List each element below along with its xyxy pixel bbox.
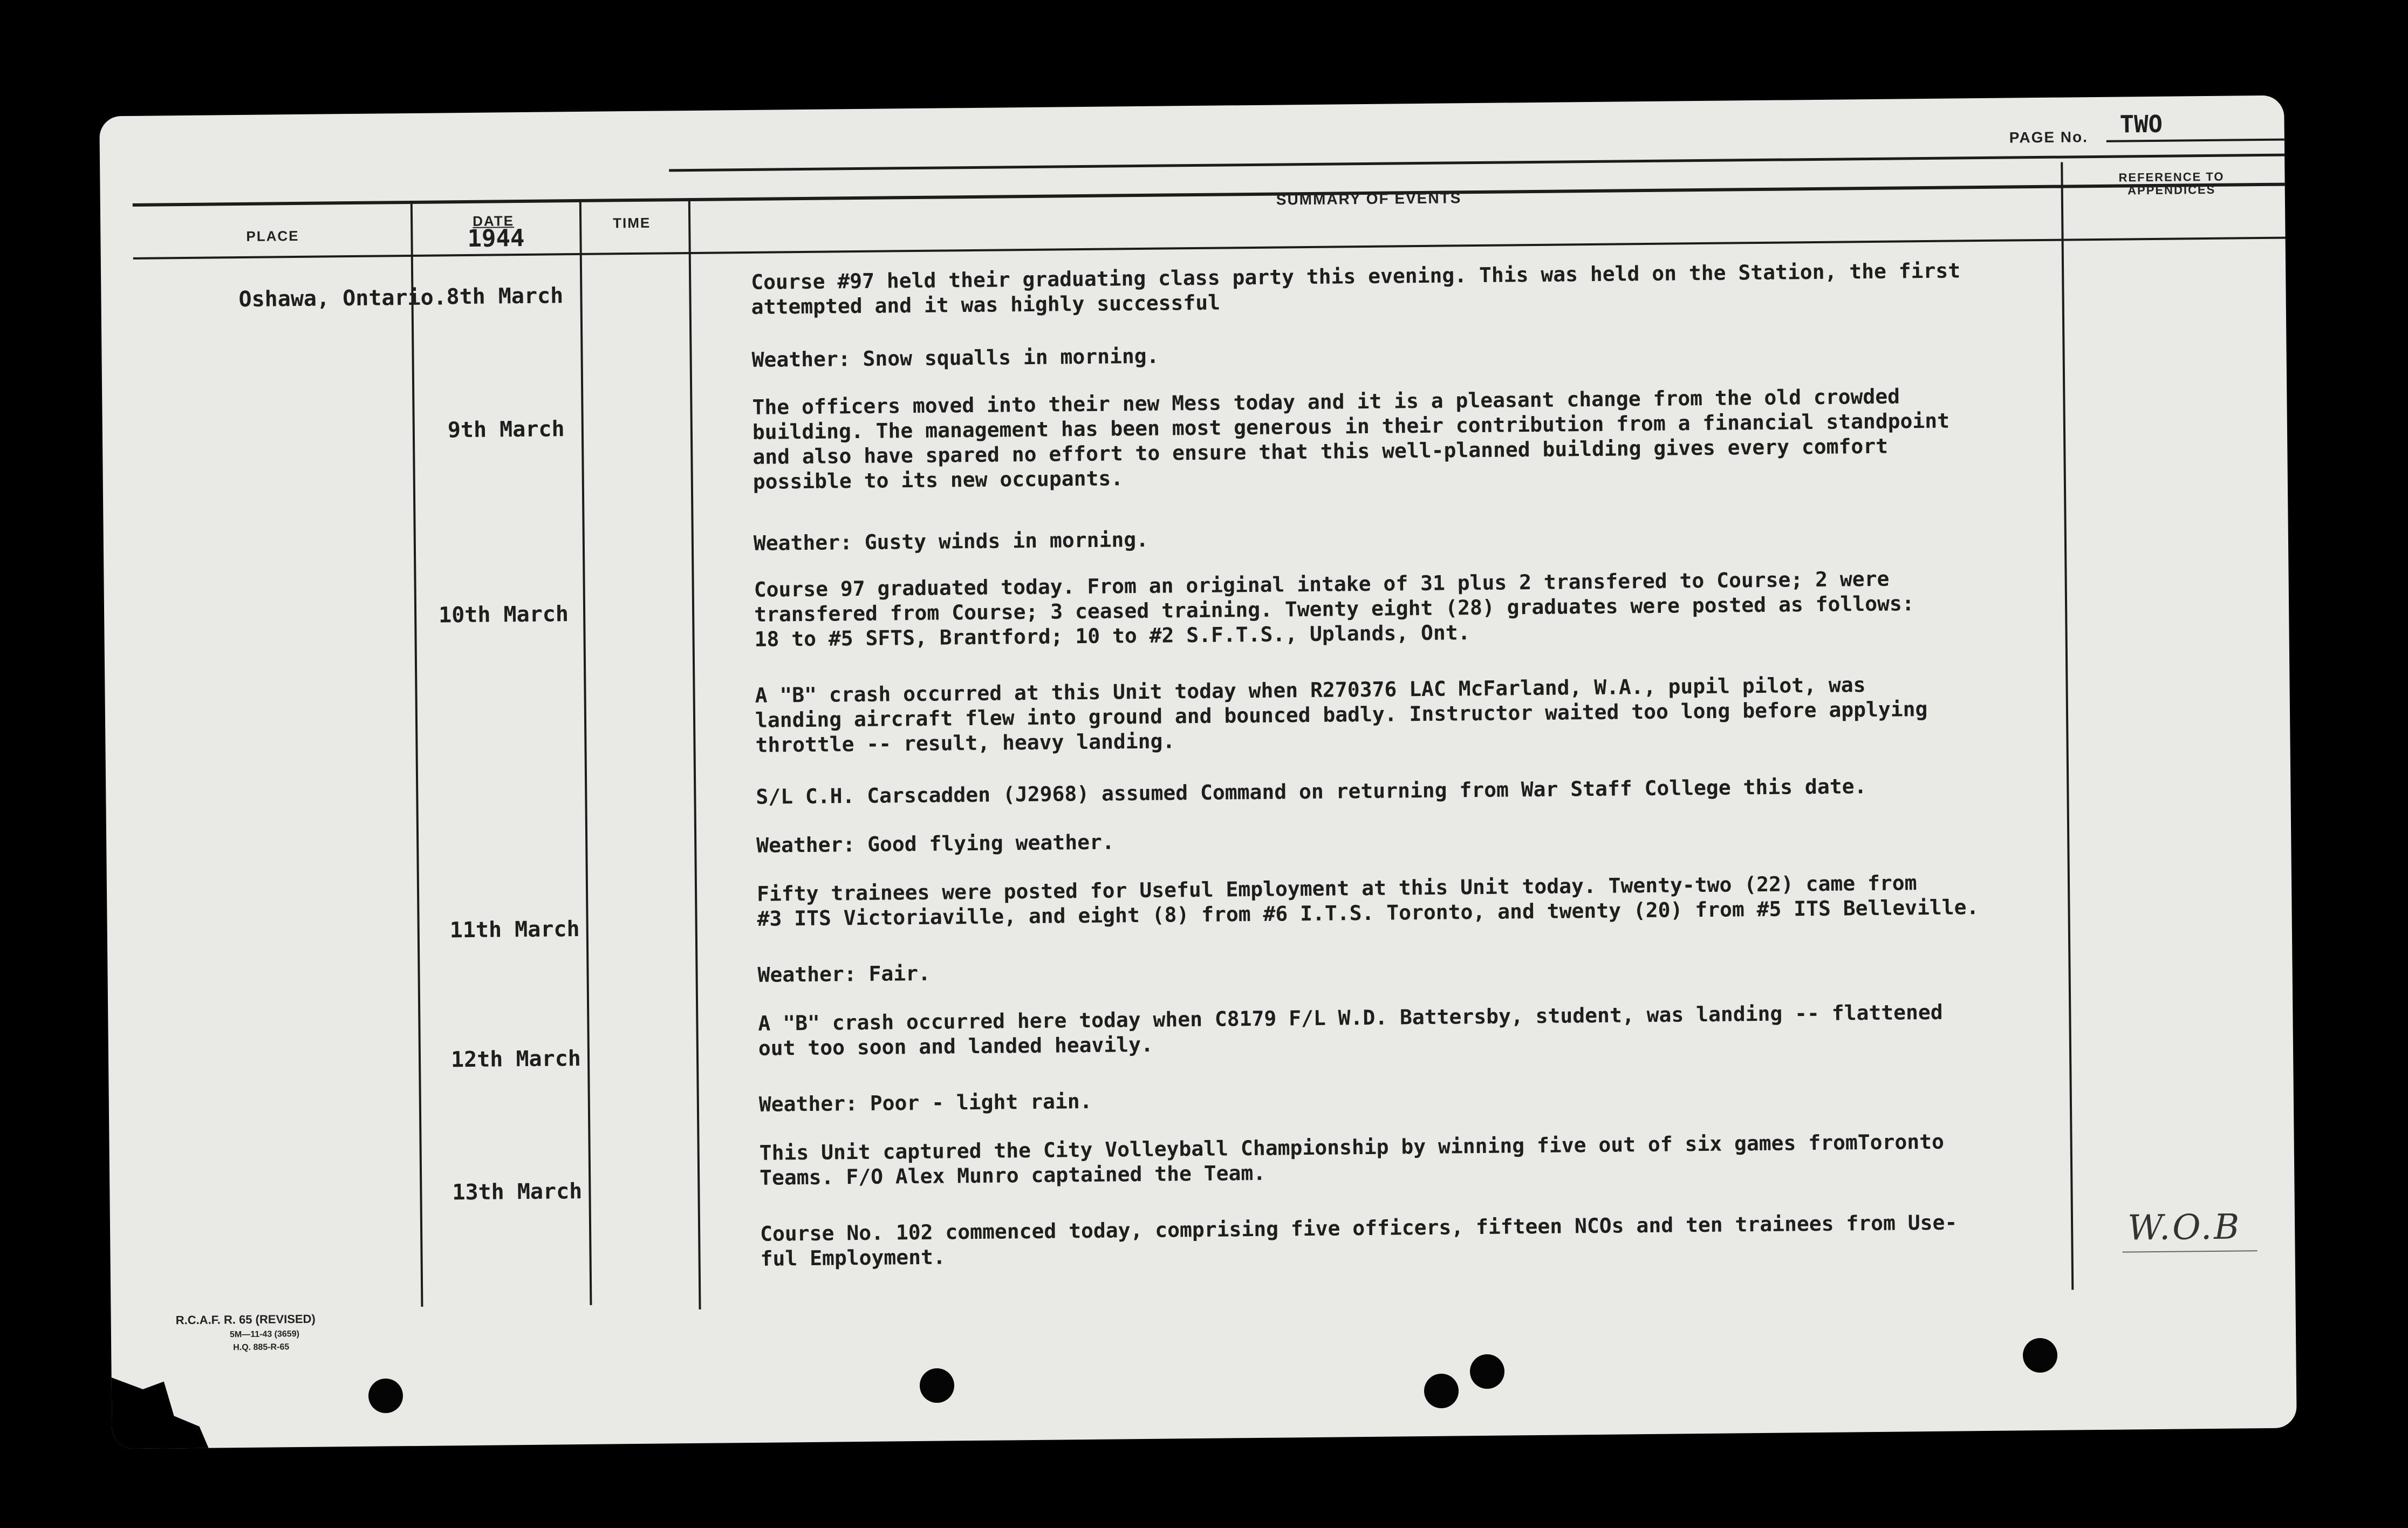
form-id-line1: R.C.A.F. R. 65 (REVISED) [175,1312,316,1327]
binder-hole [1424,1374,1459,1408]
header-date: DATE [472,213,515,229]
entry-weather-10th: Weather: Good flying weather. [756,830,1114,857]
entry-course97-party: Course #97 held their graduating class party this evening. This was held on the Station, the first attempted and it was highly successful [751,258,1961,319]
torn-corner [100,1350,242,1449]
entry-crash-battersby: A "B" crash occurred here today when C8179 F/L W.D. Battersby, student, was landing -- flattened out too soon and landed heavily. [758,1000,1943,1060]
header-summary: SUMMARY OF EVENTS [1276,189,1462,208]
entry-officers-mess: The officers moved into their new Mess today and it is a pleasant change from the old crowded building. The management has been most generous in their contribution from a financial standpoint and also have spared no effort to ensure that this well-planned building gives every comfort possible to its new occupants. [752,384,1950,494]
header-reference: REFERENCE TO APPENDICES [2118,169,2225,197]
initials-signature: W.O.B [2127,1207,2242,1249]
place-text: Oshawa, Ontario. [238,285,447,312]
form-id-line2: 5M—11-43 (3659) [229,1329,299,1340]
binder-hole [1470,1354,1504,1389]
header-year: 1944 [467,224,525,253]
page-number: TWO [2119,110,2163,139]
top-double-rule [669,153,2293,172]
col-rule-time [688,198,701,1309]
entry-fifty-trainees: Fifty trainees were posted for Useful Employment at this Unit today. Twenty-two (22) came from #3 ITS Victoriaville, and eight (8) from #6 I.T.S. Toronto, and twenty (20) from #5 ITS Belleville. [756,871,1979,931]
header-bottom-rule [133,237,2291,260]
page-label: PAGE No. [2009,128,2089,146]
entry-course102: Course No. 102 commenced today, comprising five officers, fifteen NCOs and ten trainees from Use- ful Employment. [760,1210,1958,1271]
date-8th-march: 8th March [446,283,564,310]
date-12th-march: 12th March [450,1046,582,1073]
date-11th-march: 11th March [449,917,580,943]
signature-underline [2123,1250,2258,1252]
date-13th-march: 13th March [452,1178,583,1205]
form-id-line3: H.Q. 885-R-65 [233,1342,290,1353]
entry-weather-11th: Weather: Fair. [757,961,931,987]
binder-hole [920,1368,954,1403]
diary-form-card [99,96,2297,1449]
col-rule-summary [2061,162,2074,1290]
binder-hole [368,1379,403,1413]
entry-volleyball: This Unit captured the City Volleyball Championship by winning five out of six games fromToronto Teams. F/O Alex Munro captained the Team. [759,1129,1945,1190]
entry-weather-8th: Weather: Snow squalls in morning. [751,344,1159,372]
col-rule-place [411,201,423,1307]
col-rule-date [579,199,592,1305]
entry-crash-mcfarland: A "B" crash occurred at this Unit today when R270376 LAC McFarland, W.A., pupil pilot, was landing aircraft flew into ground and bounced badly. Instructor waited too long before applying throttle -- result, heavy landing. [755,673,1928,757]
entry-weather-12th: Weather: Poor - light rain. [758,1089,1092,1116]
header-top-rule [133,183,2290,207]
header-place: PLACE [246,227,299,244]
date-9th-march: 9th March [447,417,565,443]
binder-hole [2023,1338,2057,1373]
date-10th-march: 10th March [438,602,569,628]
entry-carscadden-command: S/L C.H. Carscadden (J2968) assumed Command on returning from War Staff College this date. [756,774,1867,809]
header-time: TIME [613,214,651,231]
entry-weather-9th: Weather: Gusty winds in morning. [753,527,1149,555]
page-underline [2106,139,2284,142]
entry-course97-graduated: Course 97 graduated today. From an original intake of 31 plus 2 transfered to Course; 2 were transfered from Course; 3 ceased training. Twenty eight (28) graduates were posted as follows: 18 to #5 SFTS, Brantford; 10 to #2 S.F.T.S., Uplands, Ont. [754,567,1914,651]
